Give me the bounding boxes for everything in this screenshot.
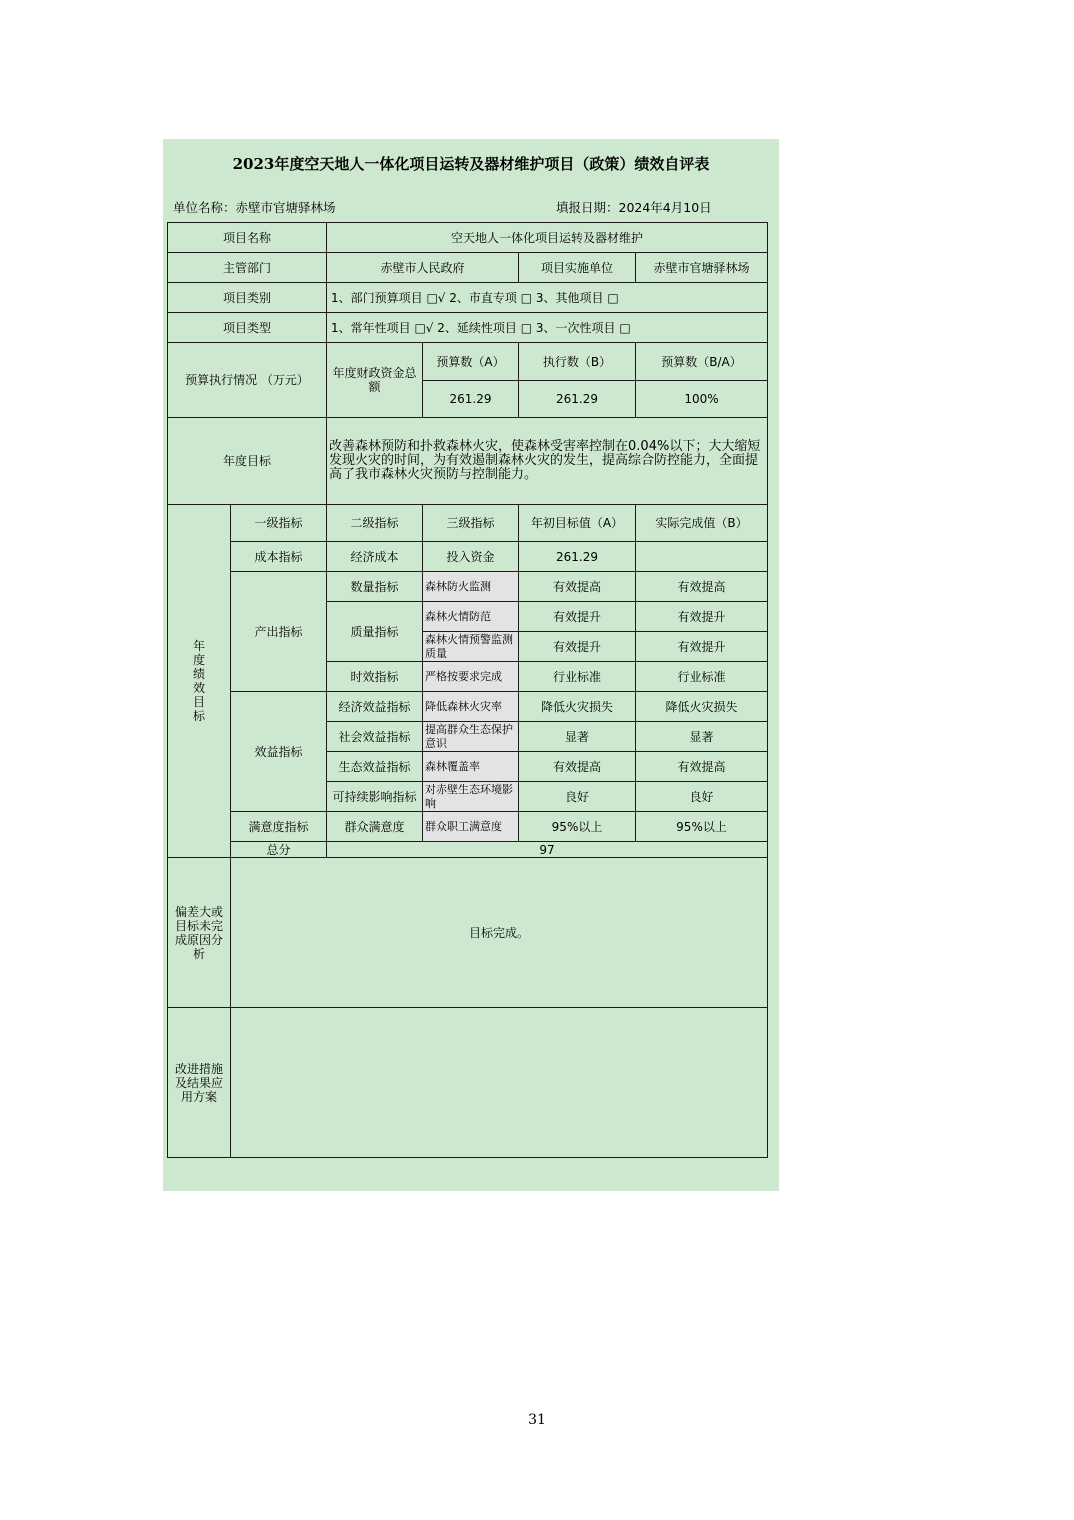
benefit-l3: 降低森林火灾率 xyxy=(423,692,519,722)
value-dept: 赤壁市人民政府 xyxy=(327,253,519,283)
label-total: 总分 xyxy=(231,842,327,858)
label-exec-b: 执行数（B） xyxy=(519,343,636,381)
label-annual-performance xyxy=(168,505,231,858)
satisfaction-l1: 满意度指标 xyxy=(231,812,327,842)
label-budget-a: 预算数（A） xyxy=(423,343,519,381)
value-category: 1、部门预算项目 □√ 2、市直专项 □ 3、其他项目 □ xyxy=(327,283,768,313)
form-title: 2023年度空天地人一体化项目运转及器材维护项目（政策）绩效自评表 xyxy=(232,155,710,173)
output-b: 有效提高 xyxy=(636,572,768,602)
head-l1: 一级指标 xyxy=(231,505,327,542)
value-deviation: 目标完成。 xyxy=(231,858,768,1008)
output-b: 行业标准 xyxy=(636,662,768,692)
value-ratio: 100% xyxy=(636,381,768,418)
output-l2: 质量指标 xyxy=(327,602,423,662)
label-annual-fund: 年度财政资金总额 xyxy=(327,343,423,418)
benefit-a: 有效提高 xyxy=(519,752,636,782)
label-category: 项目类别 xyxy=(168,283,327,313)
cost-a: 261.29 xyxy=(519,542,636,572)
benefit-a: 降低火灾损失 xyxy=(519,692,636,722)
benefit-l2: 生态效益指标 xyxy=(327,752,423,782)
label-type: 项目类型 xyxy=(168,313,327,343)
deviation-label-text: 偏差大或目标未完成原因分析 xyxy=(174,904,223,961)
head-l3: 三级指标 xyxy=(423,505,519,542)
label-deviation xyxy=(168,858,231,1008)
benefit-b: 有效提高 xyxy=(636,752,768,782)
label-budget: 预算执行情况 （万元） xyxy=(168,343,327,418)
benefit-l3: 提高群众生态保护意识 xyxy=(423,722,519,752)
value-total: 97 xyxy=(327,842,768,858)
benefit-l3: 对赤壁生态环境影响 xyxy=(423,782,519,812)
benefit-l2: 经济效益指标 xyxy=(327,692,423,722)
report-date: 填报日期：2024年4月10日 xyxy=(556,200,712,215)
cost-l1: 成本指标 xyxy=(231,542,327,572)
unit-name: 单位名称：赤壁市官塘驿林场 xyxy=(173,200,336,215)
output-a: 有效提升 xyxy=(519,632,636,662)
head-target-a: 年初目标值（A） xyxy=(519,505,636,542)
cost-l3: 投入资金 xyxy=(423,542,519,572)
label-impl-unit: 项目实施单位 xyxy=(519,253,636,283)
output-b: 有效提升 xyxy=(636,602,768,632)
output-a: 行业标准 xyxy=(519,662,636,692)
benefit-l1: 效益指标 xyxy=(231,692,327,812)
page-number: 31 xyxy=(528,1412,546,1428)
output-b: 有效提升 xyxy=(636,632,768,662)
value-project-name: 空天地人一体化项目运转及器材维护 xyxy=(327,223,768,253)
output-l2: 数量指标 xyxy=(327,572,423,602)
satisfaction-a: 95%以上 xyxy=(519,812,636,842)
label-ratio: 预算数（B/A） xyxy=(636,343,768,381)
benefit-l3: 森林覆盖率 xyxy=(423,752,519,782)
satisfaction-l3: 群众职工满意度 xyxy=(423,812,519,842)
satisfaction-l2: 群众满意度 xyxy=(327,812,423,842)
output-l3: 森林火情防范 xyxy=(423,602,519,632)
value-annual-goal: 改善森林预防和扑救森林火灾，使森林受害率控制在0.04%以下；大大缩短发现火灾的时间，为有效遏制森林火灾的发生，提高综合防控能力，全面提高了我市森林火灾预防与控制能力。 xyxy=(327,418,768,505)
benefit-l2: 可持续影响指标 xyxy=(327,782,423,812)
label-dept: 主管部门 xyxy=(168,253,327,283)
label-annual-goal: 年度目标 xyxy=(168,418,327,505)
output-l3: 森林防火监测 xyxy=(423,572,519,602)
output-l3: 森林火情预警监测质量 xyxy=(423,632,519,662)
output-l3: 严格按要求完成 xyxy=(423,662,519,692)
benefit-b: 显著 xyxy=(636,722,768,752)
satisfaction-b: 95%以上 xyxy=(636,812,768,842)
benefit-l2: 社会效益指标 xyxy=(327,722,423,752)
performance-table xyxy=(167,222,768,1158)
output-l2: 时效指标 xyxy=(327,662,423,692)
cost-b xyxy=(636,542,768,572)
value-impl-unit: 赤壁市官塘驿林场 xyxy=(636,253,768,283)
label-improve xyxy=(168,1008,231,1158)
benefit-b: 良好 xyxy=(636,782,768,812)
value-type: 1、常年性项目 □√ 2、延续性项目 □ 3、一次性项目 □ xyxy=(327,313,768,343)
benefit-a: 显著 xyxy=(519,722,636,752)
output-a: 有效提高 xyxy=(519,572,636,602)
perf-label-text: 年度绩效目标 xyxy=(192,639,205,723)
improve-label-text: 改进措施及结果应用方案 xyxy=(174,1061,223,1104)
label-project-name: 项目名称 xyxy=(168,223,327,253)
value-exec-b: 261.29 xyxy=(519,381,636,418)
output-l1: 产出指标 xyxy=(231,572,327,692)
output-a: 有效提升 xyxy=(519,602,636,632)
benefit-a: 良好 xyxy=(519,782,636,812)
value-improve xyxy=(231,1008,768,1158)
head-l2: 二级指标 xyxy=(327,505,423,542)
benefit-b: 降低火灾损失 xyxy=(636,692,768,722)
cost-l2: 经济成本 xyxy=(327,542,423,572)
value-budget-a: 261.29 xyxy=(423,381,519,418)
head-actual-b: 实际完成值（B） xyxy=(636,505,768,542)
